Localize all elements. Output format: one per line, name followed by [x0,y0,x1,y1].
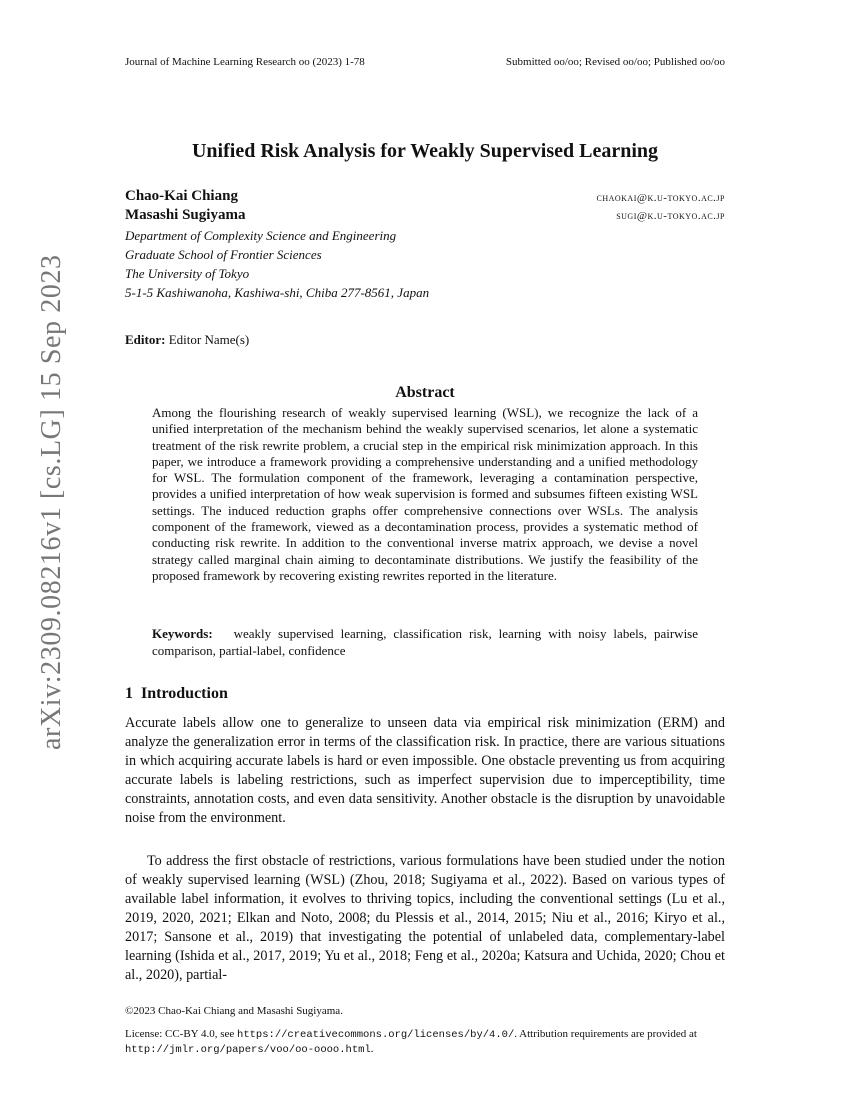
section-heading [125,685,228,703]
submission-dates: Submitted oo/oo; Revised oo/oo; Published oo/oo [505,56,725,68]
license-end: . [370,1043,374,1055]
keywords-label: Keywords: [152,626,213,641]
paper-link[interactable]: http://jmlr.org/papers/voo/oo-oooo.html [125,1044,371,1056]
editor-label: Editor: [125,332,166,347]
paper-title: Unified Risk Analysis for Weakly Supervised Learning [191,140,658,162]
license-mid: . Attribution requirements are provided at [514,1028,697,1040]
section-title: Introduction [141,685,228,702]
author-name: Masashi Sugiyama [125,207,246,223]
author-email[interactable]: sugi@k.u-tokyo.ac.jp [616,210,725,222]
author-email[interactable]: chaokai@k.u-tokyo.ac.jp [596,192,725,204]
abstract-heading: Abstract [395,384,455,401]
license-notice [125,1027,725,1057]
editor-line [125,332,249,348]
keywords [152,626,698,659]
affiliation-line: Department of Complexity Science and Engineering [125,228,397,243]
license-link[interactable]: https://creativecommons.org/licenses/by/4.0/ [237,1029,515,1041]
affiliation-line: Graduate School of Frontier Sciences [125,247,322,262]
editor-name: Editor Name(s) [168,332,250,347]
body-paragraph: To address the first obstacle of restrictions, various formulations have been studied under the notion of weakly supervised learning (WSL) (Zhou, 2018; Sugiyama et al., 2022). Based on various types of available label information, it evolves to thriving topics, including the conventional settings (Lu et al., 2019, 2020, 2021; Elkan and Noto, 2008; du Plessis et al., 2014, 2015; Niu et al., 2016; Kiryo et al., 2017; Sansone et al., 2019) that investigating the potential of unlabeled data, complementary-label learning (Ishida et al., 2017, 2019; Yu et al., 2018; Feng et al., 2020a; Katsura and Uchida, 2020; Chou et al., 2020), partial- [125,853,725,983]
license-prefix: License: CC-BY 4.0, see [125,1028,238,1040]
affiliation-line: 5-1-5 Kashiwanoha, Kashiwa-shi, Chiba 277-8561, Japan [125,285,430,300]
section-number: 1 [125,685,133,702]
abstract-text: Among the flourishing research of weakly supervised learning (WSL), we recognize the lack of a unified interpretation of the mechanism behind the weakly supervised scenarios, let alone a systematic treatment of the risk rewrite problem, a crucial step in the empirical risk minimization approach. In this paper, we introduce a framework providing a comprehensive understanding and a unified methodology for WSL. The formulation component of the framework, leveraging a contamination perspective, provides a unified interpretation of how weak supervision is formed and subsumes fifteen existing WSL settings. The induced reduction graphs offer comprehensive connections over WSLs. The analysis component of the framework, viewed as a decontamination process, provides a systematic method of conducting risk rewrite. In addition to the conventional inverse matrix approach, we devise a novel strategy called marginal chain aiming to decontaminate distributions. We justify the feasibility of the proposed framework by recovering existing rewrites reported in the literature. [152,405,698,583]
copyright-notice: ©2023 Chao-Kai Chiang and Masashi Sugiyama. [125,1005,343,1017]
arxiv-stamp: arXiv:2309.08216v1 [cs.LG] 15 Sep 2023 [36,254,67,750]
author-name: Chao-Kai Chiang [125,188,238,204]
affiliation-line: The University of Tokyo [125,266,250,281]
body-paragraph: Accurate labels allow one to generalize to unseen data via empirical risk minimization (ERM) and analyze the generalization error in terms of the classification risk. In practice, there are various situations in which acquiring accurate labels is hard or even impossible. One obstacle preventing us from acquiring accurate labels is labeling restrictions, such as imperfect supervision due to imperceptibility, time constraints, annotation costs, and even data sensitivity. Another obstacle is the disruption by unavoidable noise from the environment. [125,715,725,826]
keywords-list: weakly supervised learning, classification risk, learning with noisy labels, pairwise comparison, partial-label, confidence [152,626,699,658]
journal-header: Journal of Machine Learning Research oo (2023) 1-78 [125,56,365,68]
